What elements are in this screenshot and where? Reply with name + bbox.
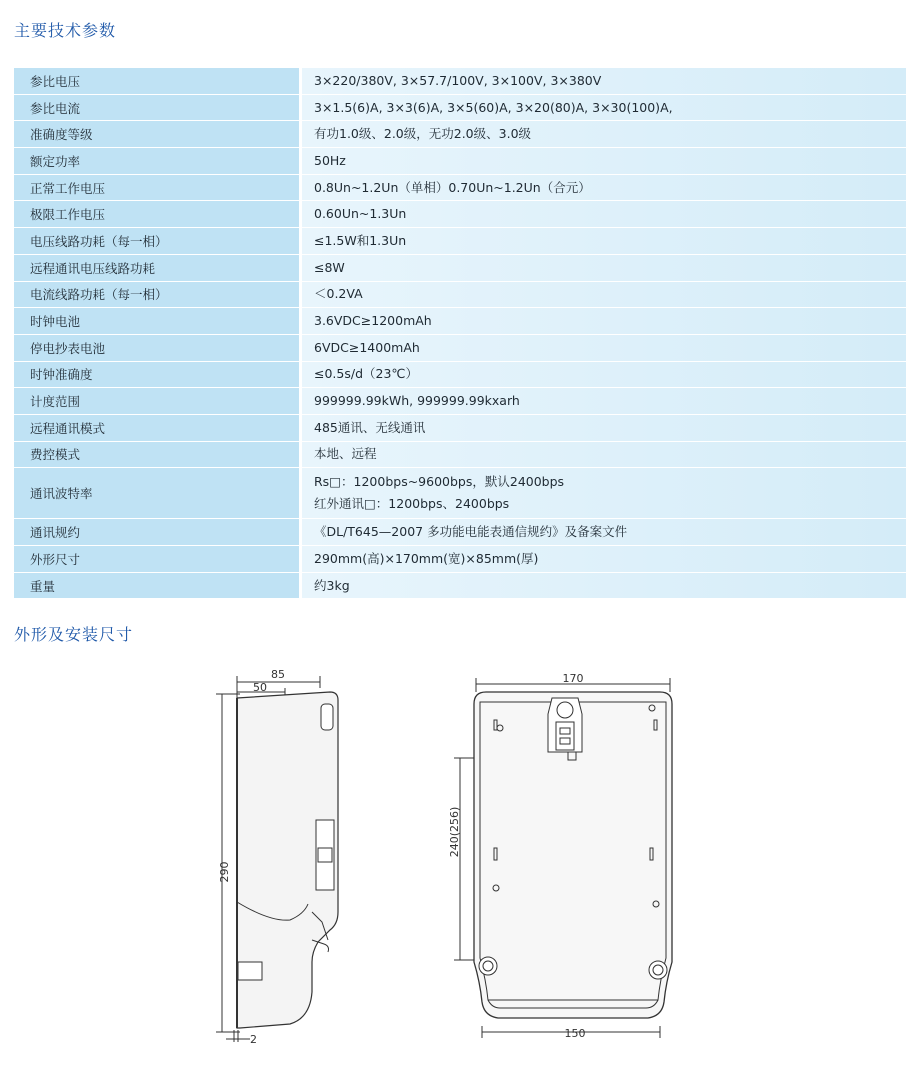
side-view-drawing [200,662,360,1052]
spec-key: 时钟电池 [14,308,302,334]
dim-label-2: 2 [250,1033,257,1046]
dim-label-50: 50 [253,681,267,694]
specs-section-title: 主要技术参数 [14,21,117,40]
spec-row [14,335,906,362]
spec-value: 3×1.5(6)A, 3×3(6)A, 3×5(60)A, 3×20(80)A, 3×30(100)A, [302,95,906,121]
dim-label-85: 85 [271,668,285,681]
spec-row [14,442,906,469]
front-view-drawing [440,662,690,1052]
dim-label-170: 170 [562,672,584,685]
spec-row [14,201,906,228]
spec-row [14,362,906,389]
dimensions-section-title: 外形及安装尺寸 [14,625,134,644]
spec-row [14,68,906,95]
spec-key: 外形尺寸 [14,546,302,572]
spec-value: 485通讯、无线通讯 [302,415,906,441]
spec-value: 3×220/380V, 3×57.7/100V, 3×100V, 3×380V [302,68,906,94]
spec-key: 通讯波特率 [14,468,302,518]
spec-value: ＜0.2VA [302,282,906,308]
spec-key: 时钟准确度 [14,362,302,388]
dim-label-240: 240(256) [448,806,461,858]
spec-key: 计度范围 [14,388,302,414]
spec-key: 正常工作电压 [14,175,302,201]
mount-hole-left [479,957,497,975]
spec-value: 290mm(高)×170mm(宽)×85mm(厚) [302,546,906,572]
spec-row [14,308,906,335]
spec-key: 额定功率 [14,148,302,174]
spec-row [14,121,906,148]
spec-key: 费控模式 [14,442,302,468]
spec-value: 约3kg [302,573,906,599]
spec-row [14,519,906,546]
spec-value: 本地、远程 [302,442,906,468]
spec-value: 0.8Un~1.2Un（单相）0.70Un~1.2Un（合元） [302,175,906,201]
specs-table [14,68,906,599]
spec-key: 参比电压 [14,68,302,94]
spec-value: 3.6VDC≥1200mAh [302,308,906,334]
spec-row [14,415,906,442]
spec-value: 0.60Un~1.3Un [302,201,906,227]
spec-row [14,228,906,255]
spec-row [14,148,906,175]
spec-key: 极限工作电压 [14,201,302,227]
spec-row [14,468,906,519]
spec-key: 电压线路功耗（每一相） [14,228,302,254]
spec-row [14,546,906,573]
spec-key: 准确度等级 [14,121,302,147]
spec-key: 重量 [14,573,302,599]
spec-value: 有功1.0级、2.0级，无功2.0级、3.0级 [302,121,906,147]
spec-row [14,282,906,309]
spec-key: 通讯规约 [14,519,302,545]
mount-hole-right [649,961,667,979]
spec-value: 50Hz [302,148,906,174]
spec-row [14,573,906,600]
spec-value: ≤0.5s/d（23℃） [302,362,906,388]
spec-key: 停电抄表电池 [14,335,302,361]
spec-row [14,388,906,415]
spec-key: 电流线路功耗（每一相） [14,282,302,308]
spec-value: 《DL/T645—2007 多功能电能表通信规约》及备案文件 [302,519,906,545]
spec-value: Rs□：1200bps~9600bps，默认2400bps 红外通讯□：1200bps、2400bps [302,468,906,518]
dim-label-290: 290 [218,861,231,883]
spec-row [14,95,906,122]
top-clip [321,704,333,730]
spec-key: 远程通讯模式 [14,415,302,441]
spec-row [14,175,906,202]
spec-value: ≤1.5W和1.3Un [302,228,906,254]
spec-value: 6VDC≥1400mAh [302,335,906,361]
spec-value: 999999.99kWh, 999999.99kxarh [302,388,906,414]
spec-key: 远程通讯电压线路功耗 [14,255,302,281]
spec-row [14,255,906,282]
spec-key: 参比电流 [14,95,302,121]
dim-label-150: 150 [564,1027,586,1040]
spec-value: ≤8W [302,255,906,281]
